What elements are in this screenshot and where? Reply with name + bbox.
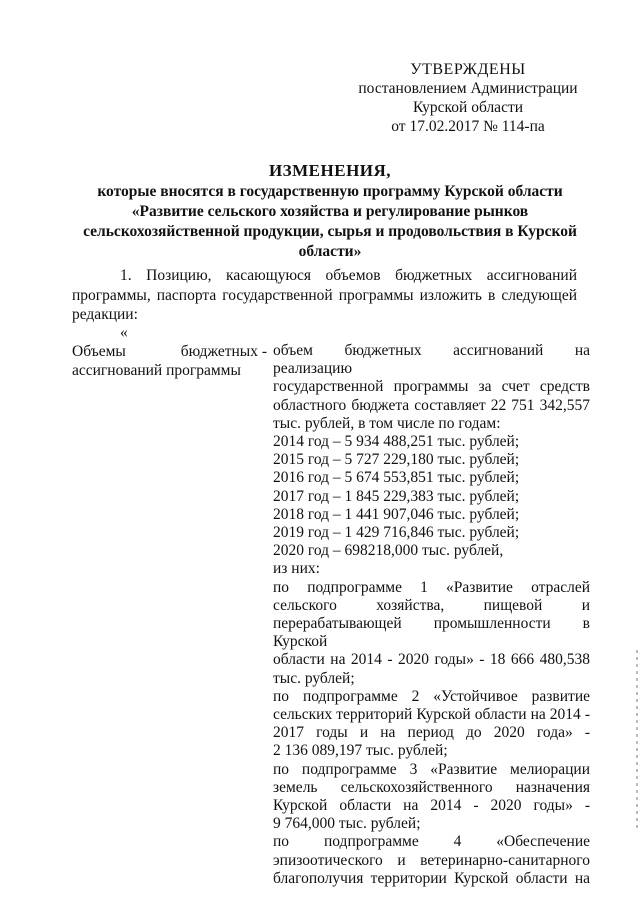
subprogram-1-line: по подпрограмме 1 «Развитие отраслей [273,578,590,596]
title-subtitle-line: «Развитие сельского хозяйства и регулирование рынков [131,203,529,220]
subprogram-1-line: перерабатывающей промышленности в Курской [273,615,590,651]
document-title [70,160,590,262]
subprogram-3-line: земель сельскохозяйственного назначения [273,778,590,796]
funding-text-line: из них: [273,560,320,578]
approval-date-number: от 17.02.2017 № 114-па [391,118,545,135]
year-funding-line: 2019 год – 1 429 716,846 тыс. рублей; [273,524,520,542]
subprogram-4-line: по подпрограмме 4 «Обеспечение [273,833,590,851]
left-cell-word: Объемы [72,343,126,360]
subprogram-3-line: по подпрограмме 3 «Развитие мелиорации [273,760,590,778]
subprogram-1-line: тыс. рублей; [273,669,355,687]
approval-block [333,60,603,136]
title-subtitle-line: сельскохозяйственной продукции, сырья и продовольствия в Курской [83,223,577,240]
approval-heading: УТВЕРЖДЕНЫ [410,61,526,78]
title-subtitle-line: которые вносятся в государственную программу Курской области [97,183,563,200]
table-right-cell [273,342,590,888]
title-main: ИЗМЕНЕНИЯ, [268,161,392,180]
subprogram-4-line: благополучия территории Курской области на [273,869,590,887]
opening-quote: « [120,324,128,341]
left-cell-word: бюджетных - [180,343,267,360]
funding-text-line: тыс. рублей, в том числе по годам: [273,414,501,432]
subprogram-4-line: эпизоотического и ветеринарно-санитарного [273,851,590,869]
table-left-cell [72,342,267,380]
year-funding-line: 2017 год – 1 845 229,383 тыс. рублей; [273,487,520,505]
year-funding-line: 2020 год – 698218,000 тыс. рублей, [273,542,504,560]
paragraph-line: программы, паспорта государственной программы изложить в следующей [72,286,577,304]
funding-text-line: областного бюджета составляет 22 751 342,557 [273,396,590,414]
approval-line: постановлением Администрации [358,80,578,97]
year-funding-line: 2015 год – 5 727 229,180 тыс. рублей; [273,451,520,469]
subprogram-2-line: по подпрограмме 2 «Устойчивое развитие [273,687,590,705]
year-funding-line: 2016 год – 5 674 553,851 тыс. рублей; [273,469,520,487]
subprogram-2-line: 2 136 089,197 тыс. рублей; [273,742,448,760]
subprogram-2-line: 2017 годы и на период до 2020 года» - [273,724,590,742]
year-funding-line: 2018 год – 1 441 907,046 тыс. рублей; [273,505,520,523]
paragraph-line: 1. Позицию, касающуюся объемов бюджетных ассигнований [120,267,577,284]
subprogram-2-line: сельских территорий Курской области на 2014 - [273,706,590,724]
paragraph-1 [72,266,577,325]
left-cell-line: ассигнований программы [72,362,241,379]
year-funding-line: 2014 год – 5 934 488,251 тыс. рублей; [273,433,520,451]
subprogram-1-line: области на 2014 - 2020 годы» - 18 666 480,538 [273,651,590,669]
funding-text-line: объем бюджетных ассигнований на реализацию [273,342,590,378]
left-cell-line [72,342,267,361]
paragraph-line: редакции: [72,306,138,323]
subprogram-1-line: сельского хозяйства, пищевой и [273,596,590,614]
title-subtitle-line: области» [298,243,362,260]
approval-line: Курской области [412,99,524,116]
subprogram-3-line: Курской области на 2014 - 2020 годы» - [273,797,590,815]
subprogram-3-line: 9 764,000 тыс. рублей; [273,815,421,833]
funding-text-line: государственной программы за счет средств [273,378,590,396]
scan-edge-mark [636,650,638,830]
